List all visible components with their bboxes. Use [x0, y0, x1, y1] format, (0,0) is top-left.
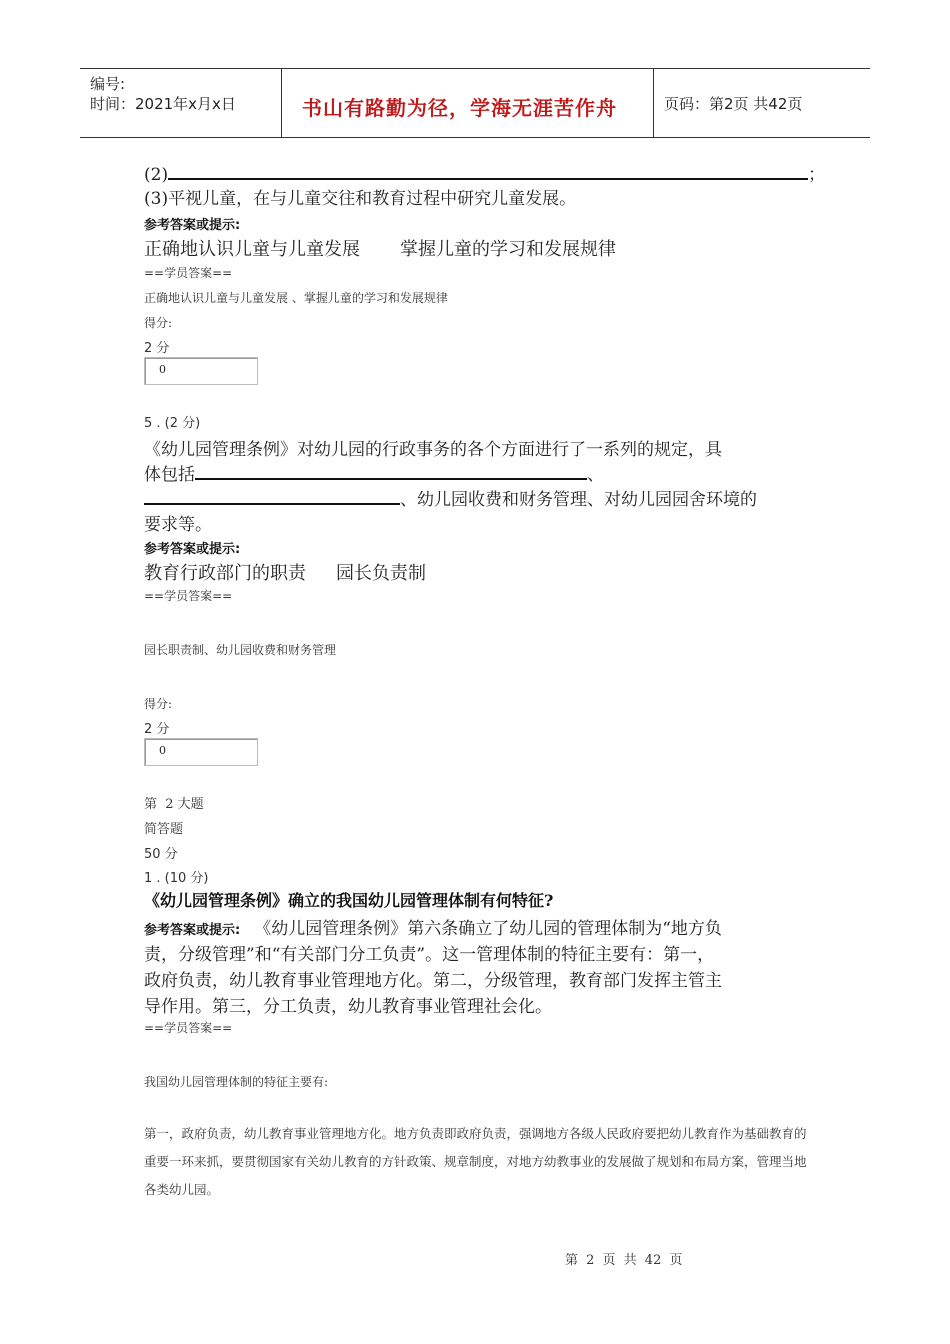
- q4-score-value: 2 分: [144, 341, 170, 356]
- q5-title: 5 . (2 分): [144, 416, 201, 431]
- header-page-number: 页码：第2页 共42页: [664, 95, 803, 113]
- s2q1-student-intro: 我国幼儿园管理体制的特征主要有:: [144, 1075, 329, 1089]
- section-points: 50 分: [144, 847, 178, 862]
- s2q1-question: 《幼儿园管理条例》确立的我国幼儿园管理体制有何特征?: [144, 891, 554, 910]
- page-header: [80, 68, 870, 138]
- q4-student-label: ==学员答案==: [144, 266, 233, 280]
- s2q1-ref-line-1: 参考答案或提示: 《幼儿园管理条例》第六条确立了幼儿园的管理体制为“地方负: [144, 919, 722, 939]
- q4-score-label: 得分:: [144, 316, 173, 330]
- page-footer: 第 2 页 共 42 页: [565, 1253, 683, 1268]
- answer-blank: [168, 178, 808, 180]
- q4-item-3: (3)平视儿童，在与儿童交往和教育过程中研究儿童发展。: [144, 189, 577, 209]
- s2q1-ref-line-2: 责，分级管理”和“有关部门分工负责”。这一管理体制的特征主要有：第一，: [144, 945, 715, 965]
- q4-score-input[interactable]: 0: [144, 357, 258, 385]
- q5-student-label: ==学员答案==: [144, 589, 233, 603]
- q5-line-2: 体包括 、: [144, 465, 604, 485]
- answer-blank: [195, 478, 587, 480]
- q5-line-1: 《幼儿园管理条例》对幼儿园的行政事务的各个方面进行了一系列的规定，具: [144, 440, 722, 460]
- header-motto: 书山有路勤为径，学海无涯苦作舟: [302, 96, 617, 120]
- header-divider: [281, 69, 282, 137]
- q5-student-answer: 园长职责制、幼儿园收费和财务管理: [144, 643, 337, 657]
- s2q1-ref-line-3: 政府负责，幼儿教育事业管理地方化。第二，分级管理，教育部门发挥主管主: [144, 971, 722, 991]
- s2q1-ref-line-4: 导作用。第三，分工负责，幼儿教育事业管理社会化。: [144, 997, 552, 1017]
- q5-score-label: 得分:: [144, 697, 173, 711]
- q4-student-answer: 正确地认识儿童与儿童发展 、掌握儿童的学习和发展规律: [144, 291, 448, 305]
- q4-ref-label: 参考答案或提示:: [144, 218, 241, 233]
- q5-line-3: 、幼儿园收费和财务管理、对幼儿园园舍环境的: [144, 485, 757, 510]
- q5-line-4: 要求等。: [144, 515, 212, 535]
- document-id-label: 编号:: [90, 75, 126, 93]
- section-title: 第 2 大题: [144, 797, 204, 812]
- q4-ref-answer: 正确地认识儿童与儿童发展 掌握儿童的学习和发展规律: [144, 239, 616, 260]
- q4-blank-2: (2) ；: [144, 165, 826, 185]
- section-type: 简答题: [144, 822, 184, 837]
- document-date: 时间：2021年x月x日: [90, 95, 236, 113]
- header-divider: [653, 69, 654, 137]
- s2q1-title: 1 . (10 分): [144, 871, 209, 886]
- q5-ref-answer: 教育行政部门的职责 园长负责制: [144, 563, 426, 584]
- answer-blank: [144, 503, 400, 505]
- q5-ref-label: 参考答案或提示:: [144, 542, 241, 557]
- q5-score-input[interactable]: 0: [144, 738, 258, 766]
- s2q1-student-paragraph: 第一，政府负责，幼儿教育事业管理地方化。地方负责即政府负责，强调地方各级人民政府要把幼儿教育作为基础教育的重要一环来抓，要贯彻国家有关幼儿教育的方针政策、规章制度，对地方幼教事业的发展做了规划和布局方案，管理当地各类幼儿园。: [144, 1126, 807, 1197]
- q5-score-value: 2 分: [144, 722, 170, 737]
- s2q1-student-label: ==学员答案==: [144, 1021, 233, 1035]
